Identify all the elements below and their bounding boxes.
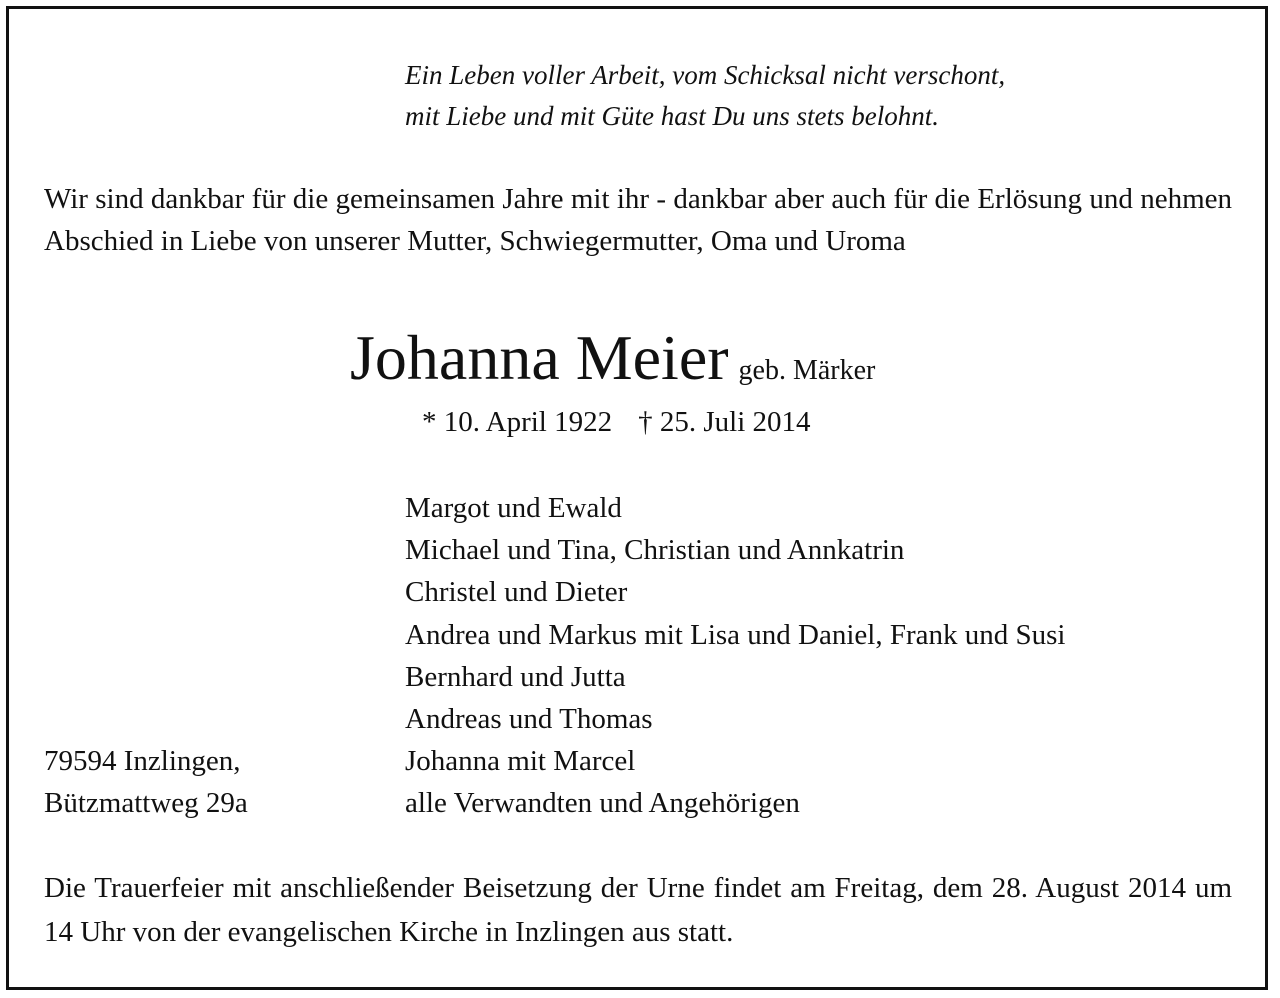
motto-line: mit Liebe und mit Güte hast Du uns stets belohnt. — [405, 101, 939, 131]
deceased-name: Johanna Meier — [350, 322, 729, 393]
mourner-line: Christel und Dieter — [405, 576, 628, 609]
address-line: 79594 Inzlingen, — [44, 745, 241, 777]
maiden-name: geb. Märker — [738, 355, 876, 386]
birth-date: * 10. April 1922 — [422, 406, 613, 438]
mourner-line: Johanna mit Marcel — [405, 745, 636, 778]
motto — [405, 55, 1005, 137]
mourners-list — [405, 487, 1065, 825]
intro-text: Wir sind dankbar für die gemeinsamen Jahre mit ihr - dankbar aber auch für die Erlösung und nehmen Abschied in Liebe von unserer Mutter, Schwiegermutter, Oma und Uroma — [44, 183, 1232, 257]
mourner-line: Michael und Tina, Christian und Annkatrin — [405, 534, 905, 567]
mourner-line: Margot und Ewald — [405, 492, 622, 524]
life-dates — [422, 402, 811, 442]
address-line: Bützmattweg 29a — [44, 787, 248, 819]
motto-line: Ein Leben voller Arbeit, vom Schicksal nicht verschont, — [405, 60, 1006, 90]
ceremony-text: Die Trauerfeier mit anschließender Beisetzung der Urne findet am Freitag, dem 28. August 2014 um 14 Uhr von der evangelischen Kirche in Inzlingen aus statt. — [44, 872, 1232, 948]
mourner-line: Andreas und Thomas — [405, 703, 653, 736]
death-date: † 25. Juli 2014 — [638, 406, 811, 438]
address — [44, 740, 248, 824]
mourner-line: Bernhard und Jutta — [405, 660, 626, 693]
mourner-line: alle Verwandten und Angehörigen — [405, 787, 800, 820]
deceased-name-line — [350, 320, 875, 396]
mourner-line: Andrea und Markus mit Lisa und Daniel, Frank und Susi — [405, 618, 1066, 651]
